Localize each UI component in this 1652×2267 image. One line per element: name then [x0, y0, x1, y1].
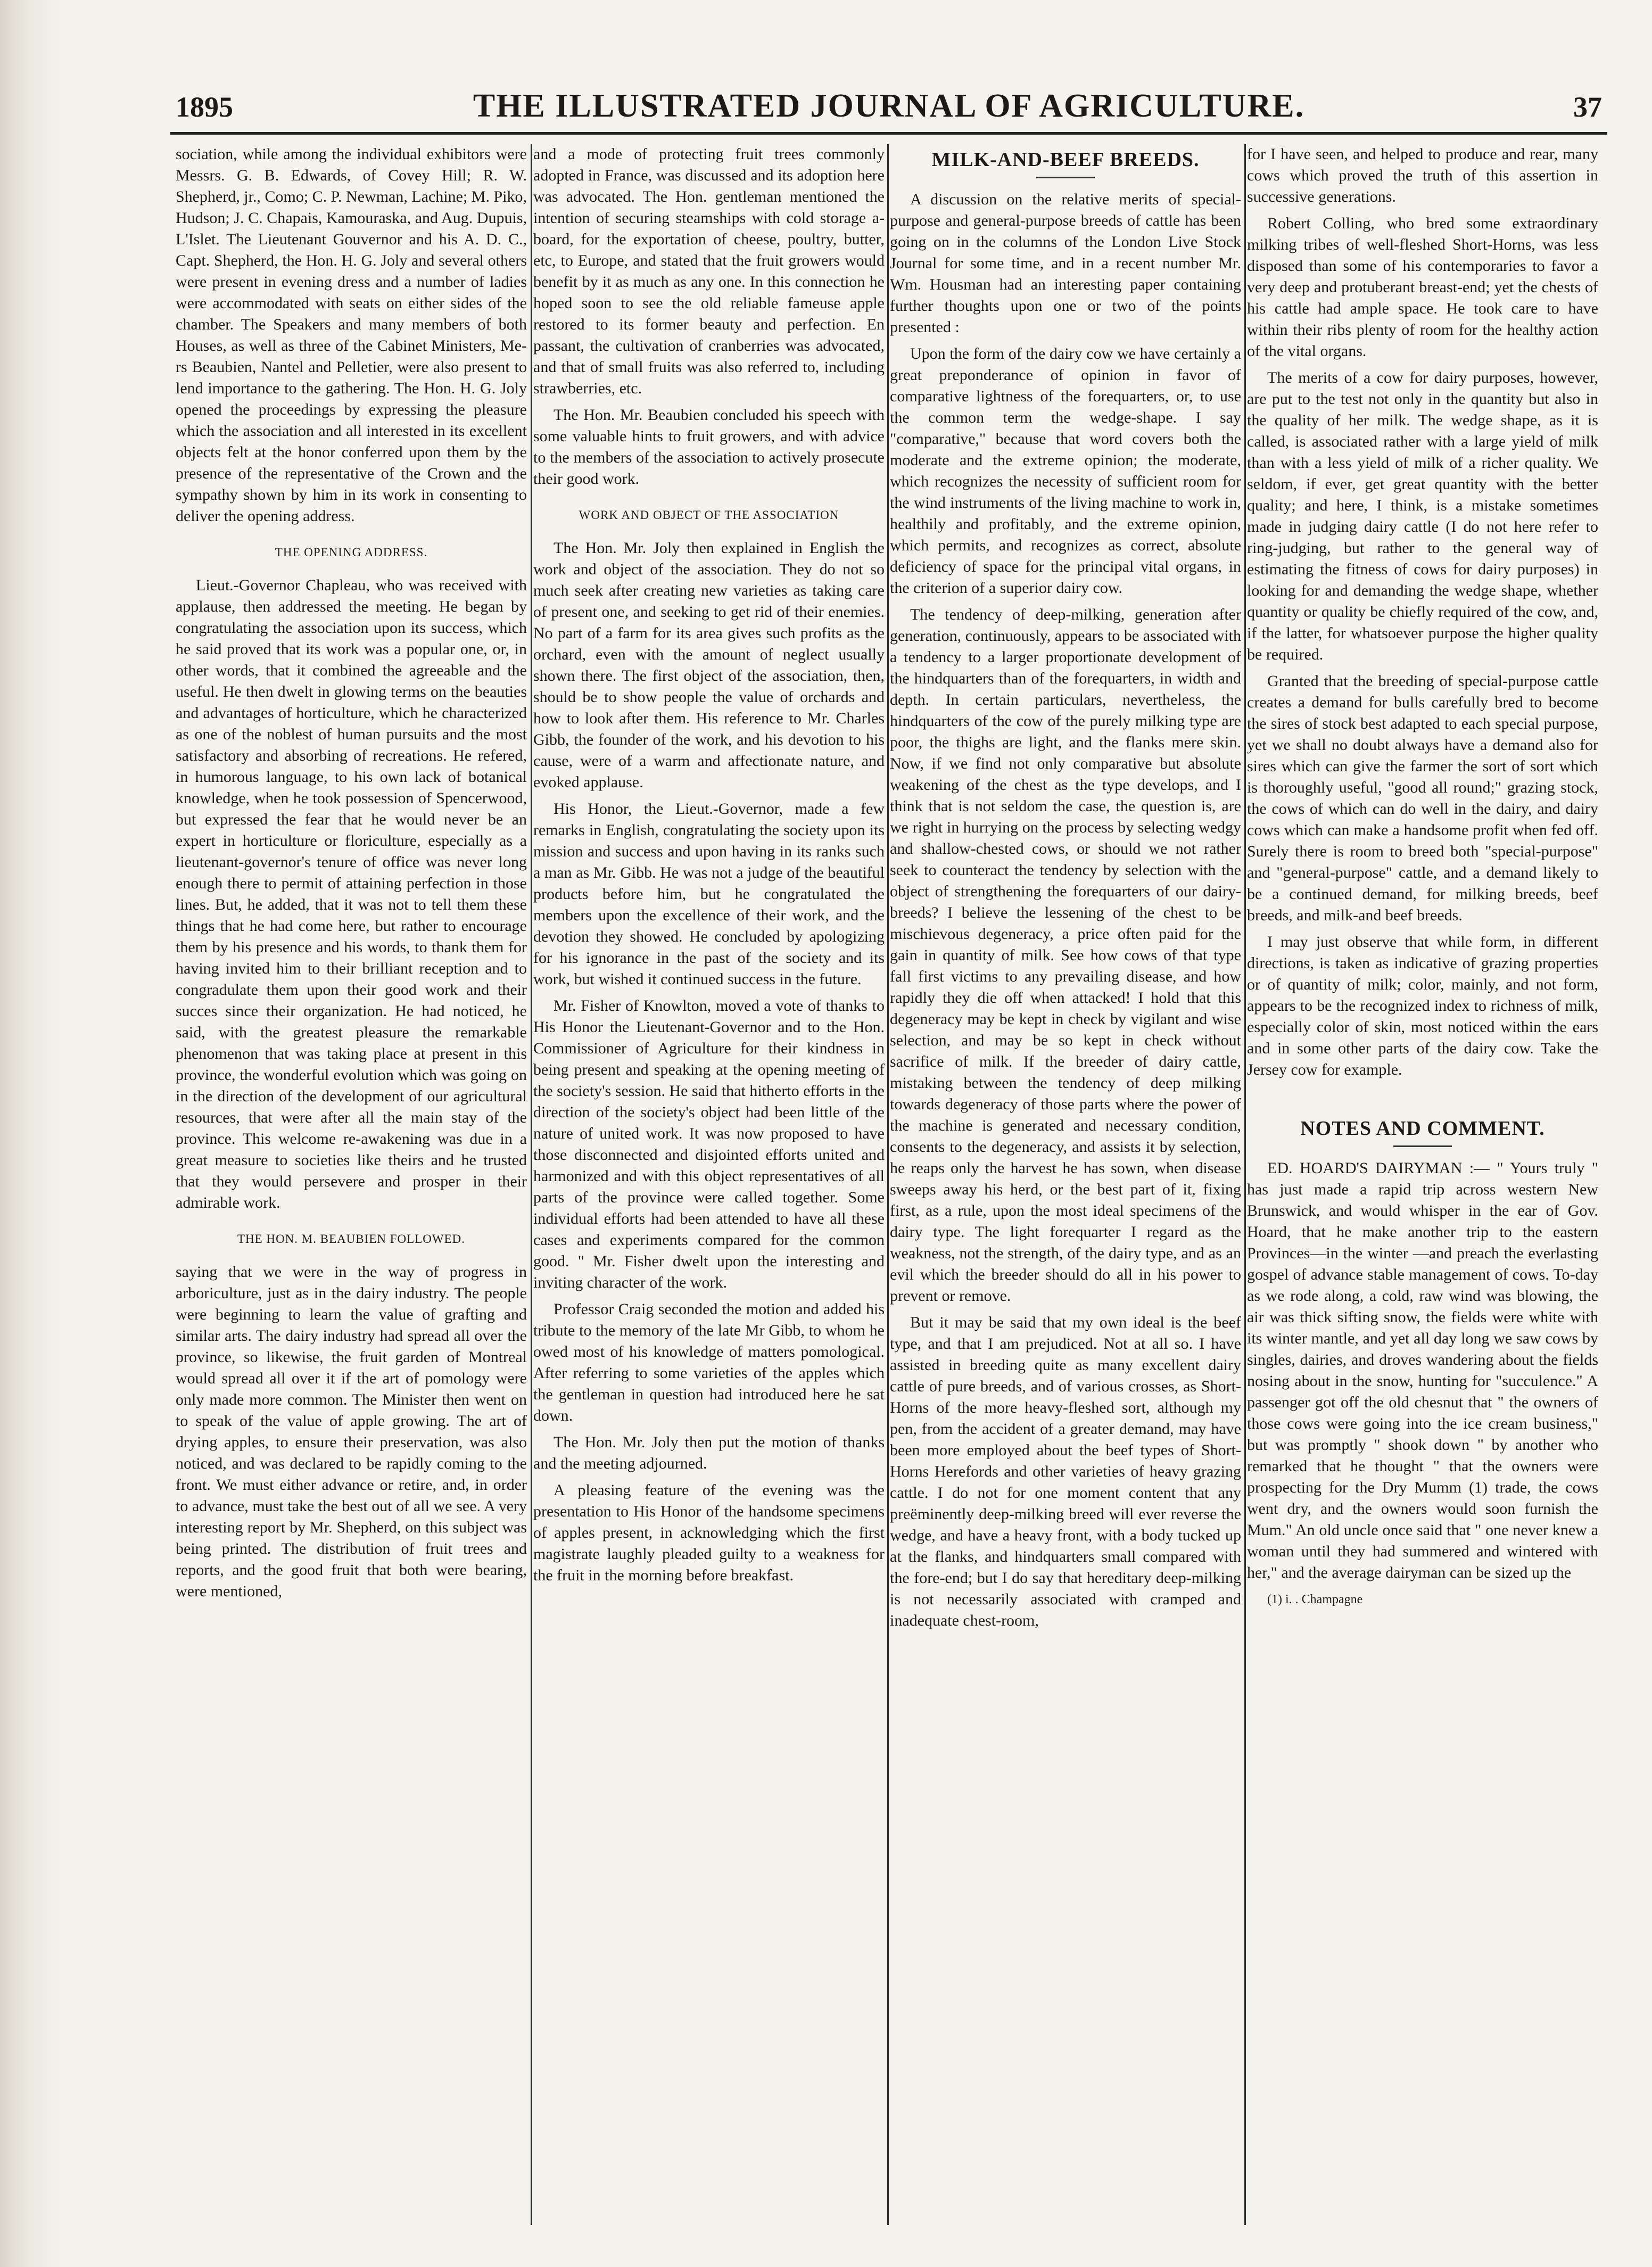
paragraph: sociation, while among the individual exhibitors were Messrs. G. B. Edwards, of Covey Hill; R. W. Shepherd, jr., Como; C. P. Newman, Lachine; M. Piko, Hudson; J. C. Chapais, Kamouraska, and Aug. Dupuis, L'Islet. The Lieutenant Gouvernor and his A. D. C., Capt. Shepherd, the Hon. H. G. Joly and several others were present in evening dress and a number of ladies were accommodated with seats on either sides of the chamber. The Speakers and many members of both Houses, as well as three of the Cabinet Ministers, Me-rs Beaubien, Nantel and Pelletier, were also present to lend importance to the gathering. The Hon. H. G. Joly opened the proceedings by expressing the pleasure which the association and all interested in its excellent objects felt at the honor conferred upon them by the presence of the representative of the Crown and the sympathy shown by him in its work in consenting to deliver the opening address. — [176, 145, 527, 525]
title-rule — [1393, 1145, 1452, 1147]
running-header — [176, 80, 1602, 133]
paragraph: The Hon. Mr. Beaubien concluded his speech with some valuable hints to fruit growers, and with advice to the members of the association to actively prosecute their good work. — [533, 406, 885, 488]
paragraph: Robert Colling, who bred some extraordinary milking tribes of well-fleshed Short-Horns, was less disposed than some of his contemporaries to favor a very deep and protuberant breast-end; yet the chests of his cattle had ample space. He took care to have within their ribs plenty of room for the healthy action of the vital organs. — [1247, 215, 1598, 360]
column-rule — [1244, 144, 1246, 2225]
section-heading: THE HON. M. BEAUBIEN FOLLOWED. — [237, 1232, 465, 1246]
paragraph: A discussion on the relative merits of special-purpose and general-purpose breeds of cattle has been going on in the columns of the London Live Stock Journal for some time, and in a recent number Mr. Wm. Housman had an interesting paper containing further thoughts upon one or two of the points presented : — [890, 191, 1241, 336]
column-1 — [176, 144, 527, 2225]
paragraph: ED. HOARD'S DAIRYMAN :— " Yours truly " has just made a rapid trip across western New Brunswick, and would whisper in the ear of Gov. Hoard, that he make another trip to the eastern Provinces—in the winter —and preach the everlasting gospel of advance stable management of cows. To-day as we rode along, a cold, raw wind was blowing, the air was thick sifting snow, the fields were white with its winter mantle, and yet all day long we saw cows by singles, dairies, and droves wandering about the fields nosing about in the snow, hunting for "succulence." A passenger got off the old chesnut that " the owners of those cows were going into the ice cream business," but was promptly " shook down " by another who remarked that he thought " that the owners were prospecting for the Dry Mumm (1) trade, the cows went dry, and the owners would soon furnish the Mum." An old uncle once said that " one never knew a woman until they had summered and wintered with her," and the average dairyman can be sized up the — [1247, 1159, 1598, 1581]
paragraph: The Hon. Mr. Joly then put the motion of thanks and the meeting adjourned. — [533, 1433, 885, 1472]
paragraph: Granted that the breeding of special-purpose cattle creates a demand for bulls carefully bred to become the sires of stock best adapted to each special purpose, yet we shall no doubt always have a demand also for sires which can give the farmer the sort of sort which is thoroughly useful, "good all round;" grazing stock, the cows of which can do well in the dairy, and dairy cows which can make a handsome profit when fed off. Surely there is room to breed both "special-purpose" and "general-purpose" cattle, and a demand likely to be a continued demand, for milking breeds, beef breeds, and milk-and beef breeds. — [1247, 672, 1598, 924]
column-rule — [531, 144, 532, 2225]
article-title: MILK-AND-BEEF BREEDS. — [931, 149, 1200, 171]
paragraph: The Hon. Mr. Joly then explained in English the work and object of the association. They do not so much seek after creating new varieties as taking care of present one, and seeking to get rid of their enemies. No part of a farm for its area gives such profits as the orchard, even with the amount of neglect usually shown there. The first object of the association, then, should be to show people the value of orchards and how to look after them. His reference to Mr. Charles Gibb, the founder of the work, and his devotion to his cause, were of a warm and affectionate nature, and evoked applause. — [533, 539, 885, 791]
paragraph: The tendency of deep-milking, generation after generation, continuously, appears to be associated with a tendency to a larger proportionate development of the hindquarters than of the forequarters, in width and depth. In certain particulars, nevertheless, the hindquarters of the cow of the purely milking type are poor, the thighs are light, and the flanks mere skin. Now, if we find not only comparative but absolute weakening of the chest as the type develops, and I think that is not seldom the case, the question is, are we right in hurrying on the process by selecting wedgy and shallow-chested cows, or should we not rather seek to counteract the tendency by selection with the object of strengthening the forequarters of our dairy-breeds? I believe the lessening of the chest to be mischievous degeneracy, a price often paid for the gain in quantity of milk. See how cows of that type fall first victims to any prevailing disease, and how rapidly they die off when attacked! I hold that this degeneracy may be kept in check by vigilant and wise selection, and may be so kept in check without sacrifice of milk. If the breeder of dairy cattle, mistaking between the tendency of deep milking towards degeneracy of those parts where the power of the machine is generated and necessary condition, consents to the degeneracy, and assists it by selection, he reaps only the harvest he has sown, when disease sweeps away his herd, or the best part of it, fixing first, as a rule, upon the most ideal specimens of the dairy type. The light forequarter I regard as the weakness, not the strength, of the dairy type, and as an evil which the breeder should do all in his power to prevent or remove. — [890, 606, 1241, 1305]
footnote: (1) i. . Champagne — [1267, 1593, 1363, 1606]
scan-edge-stain — [0, 0, 64, 2267]
column-rule — [887, 144, 889, 2225]
column-4 — [1247, 144, 1598, 2225]
article-title: NOTES AND COMMENT. — [1300, 1117, 1545, 1140]
section-heading: THE OPENING ADDRESS. — [275, 546, 428, 559]
header-rule — [170, 132, 1607, 135]
paragraph: Lieut.-Governor Chapleau, who was received with applause, then addressed the meeting. He began by congratulating the association upon its success, which he said proved that its work was a popular one, or, in other words, that it combined the agreeable and the useful. He then dwelt in glowing terms on the beauties and advantages of horticulture, which he characterized as one of the noblest of human pursuits and the most satisfactory and absorbing of recreations. He refered, in humorous language, to his own lack of botanical knowledge, when he took possession of Spencerwood, but expressed the fear that he would never be an expert in horticulture or floriculture, especially as a lieutenant-governor's tenure of office was never long enough there to permit of attaining perfection in those lines. But, he added, that it was not to tell them these things that he had come here, but rather to encourage them by his presence and his words, to thank them for having invited him to their brilliant reception and to congradulate them upon their good work and their succes since their organization. He had noticed, he said, with the greatest pleasure the remarkable phenomenon that was taking place at present in this province, the wonderful evolution which was going on in the direction of the development of our agricultural resources, that were after all the main stay of the province. This welcome re-awakening was due in a great measure to societies like theirs and he trusted that they would persevere and prosper in their admirable work. — [176, 576, 527, 1211]
section-heading: WORK AND OBJECT OF THE ASSOCIATION — [579, 508, 839, 522]
paragraph: His Honor, the Lieut.-Governor, made a few remarks in English, congratulating the society upon its mission and success and upon having in its ranks such a man as Mr. Gibb. He was not a judge of the beautiful products before him, but he congratulated the members upon the excellence of their work, and the devotion they showed. He concluded by apologizing for his ignorance in the past of the society and its work, but wished it continued success in the future. — [533, 800, 885, 988]
paragraph: A pleasing feature of the evening was the presentation to His Honor of the handsome specimens of apples present, in acknowledging which the first magistrate laughly pleaded guilty to a weakness for the fruit in the morning before breakfast. — [533, 1481, 885, 1584]
header-year: 1895 — [176, 91, 233, 123]
journal-title: THE ILLUSTRATED JOURNAL OF AGRICULTURE. — [473, 88, 1305, 124]
paragraph: I may just observe that while form, in different directions, is taken as indicative of grazing properties or of quantity of milk; color, mainly, and not form, appears to be the recognized index to richness of milk, especially color of skin, most noticed within the ears and in some other parts of the dairy cow. Take the Jersey cow for example. — [1247, 933, 1598, 1078]
column-3 — [890, 144, 1241, 2225]
paragraph: Professor Craig seconded the motion and added his tribute to the memory of the late Mr Gibb, to whom he owed most of his knowledge of matters pomological. After referring to some varieties of the apples which the gentleman in question had introduced here he sat down. — [533, 1300, 885, 1424]
paragraph: saying that we were in the way of progress in arboriculture, just as in the dairy industry. The people were beginning to learn the value of grafting and similar arts. The dairy industry had spread all over the province, so likewise, the fruit garden of Montreal would spread all over it if the art of pomology were only made more common. The Minister then went on to speak of the value of apple growing. The art of drying apples, to ensure their preservation, was also noticed, and was declared to be rapidly coming to the front. We must either advance or retire, and, in order to advance, must take the best out of all we see. A very interesting report by Mr. Shepherd, on this subject was being printed. The distribution of fruit trees and reports, and the good fruit that both were bearing, were mentioned, — [176, 1263, 527, 1600]
page-number: 37 — [1573, 91, 1602, 123]
paragraph: But it may be said that my own ideal is the beef type, and that I am prejudiced. Not at all so. I have assisted in breeding quite as many excellent dairy cattle of pure breeds, and of various crosses, as Short-Horns of the more heavy-fleshed sort, although my pen, from the accident of a greater demand, may have been more employed about the beef types of Short-Horns Herefords and other varieties of heavy grazing cattle. I do not for one moment content that any preëminently deep-milking breed will ever reverse the wedge, and have a heavy front, with a body tucked up at the flanks, and hindquarters small compared with the fore-end; but I do say that hereditary deep-milking is not necessarily associated with cramped and inadequate chest-room, — [890, 1314, 1241, 1629]
column-2 — [533, 144, 885, 2225]
title-rule — [1036, 177, 1095, 178]
paragraph: The merits of a cow for dairy purposes, however, are put to the test not only in the quantity but also in the quality of her milk. The wedge shape, as it is called, is associated rather with a large yield of milk than with a less yield of milk of a richer quality. We seldom, if ever, get great quantity with the better quality; and here, I think, is a mistake sometimes made in judging dairy cattle (I do not here refer to ring-judging, but rather to the general way of estimating the fitness of cows for dairy purposes) in looking for and demanding the wedge shape, whether quantity or quality be chiefly required of the cow, and, if the latter, for whatsoever purpose the higher quality be required. — [1247, 369, 1598, 663]
paragraph: for I have seen, and helped to produce and rear, many cows which proved the truth of this assertion in successive generations. — [1247, 145, 1598, 205]
paragraph: Upon the form of the dairy cow we have certainly a great preponderance of opinion in favor of comparative lightness of the forequarters, or, to use the common term the wedge-shape. I say "comparative," because that word covers both the moderate and the extreme opinion; the moderate, which recognizes the necessity of sufficient room for the wind instruments of the living machine to work in, healthily and profitably, and the extreme opinion, which permits, and recognizes as correct, absolute deficiency of space for the principal vital organs, in the criterion of a superior dairy cow. — [890, 345, 1241, 597]
paragraph: and a mode of protecting fruit trees commonly adopted in France, was discussed and its adoption here was advocated. The Hon. gentleman mentioned the intention of securing steamships with cold storage a-board, for the exportation of cheese, poultry, butter, etc, to Europe, and stated that the fruit growers would benefit by it as much as any one. In this connection he hoped soon to see the old reliable fameuse apple restored to its former beauty and perfection. En passant, the cultivation of cranberries was advocated, and that of small fruits was also referred to, including strawberries, etc. — [533, 145, 885, 397]
paragraph: Mr. Fisher of Knowlton, moved a vote of thanks to His Honor the Lieutenant-Governor and to the Hon. Commissioner of Agriculture for their kindness in being present and speaking at the opening meeting of the society's session. He said that hitherto efforts in the direction of the society's object had been little of the nature of united work. It was now proposed to have those disconnected and disjointed efforts united and harmonized and with this object representatives of all parts of the province were called together. Some individual efforts had been attended to have all these cases and experiments compared for the common good. " Mr. Fisher dwelt upon the interesting and inviting character of the work. — [533, 997, 885, 1291]
